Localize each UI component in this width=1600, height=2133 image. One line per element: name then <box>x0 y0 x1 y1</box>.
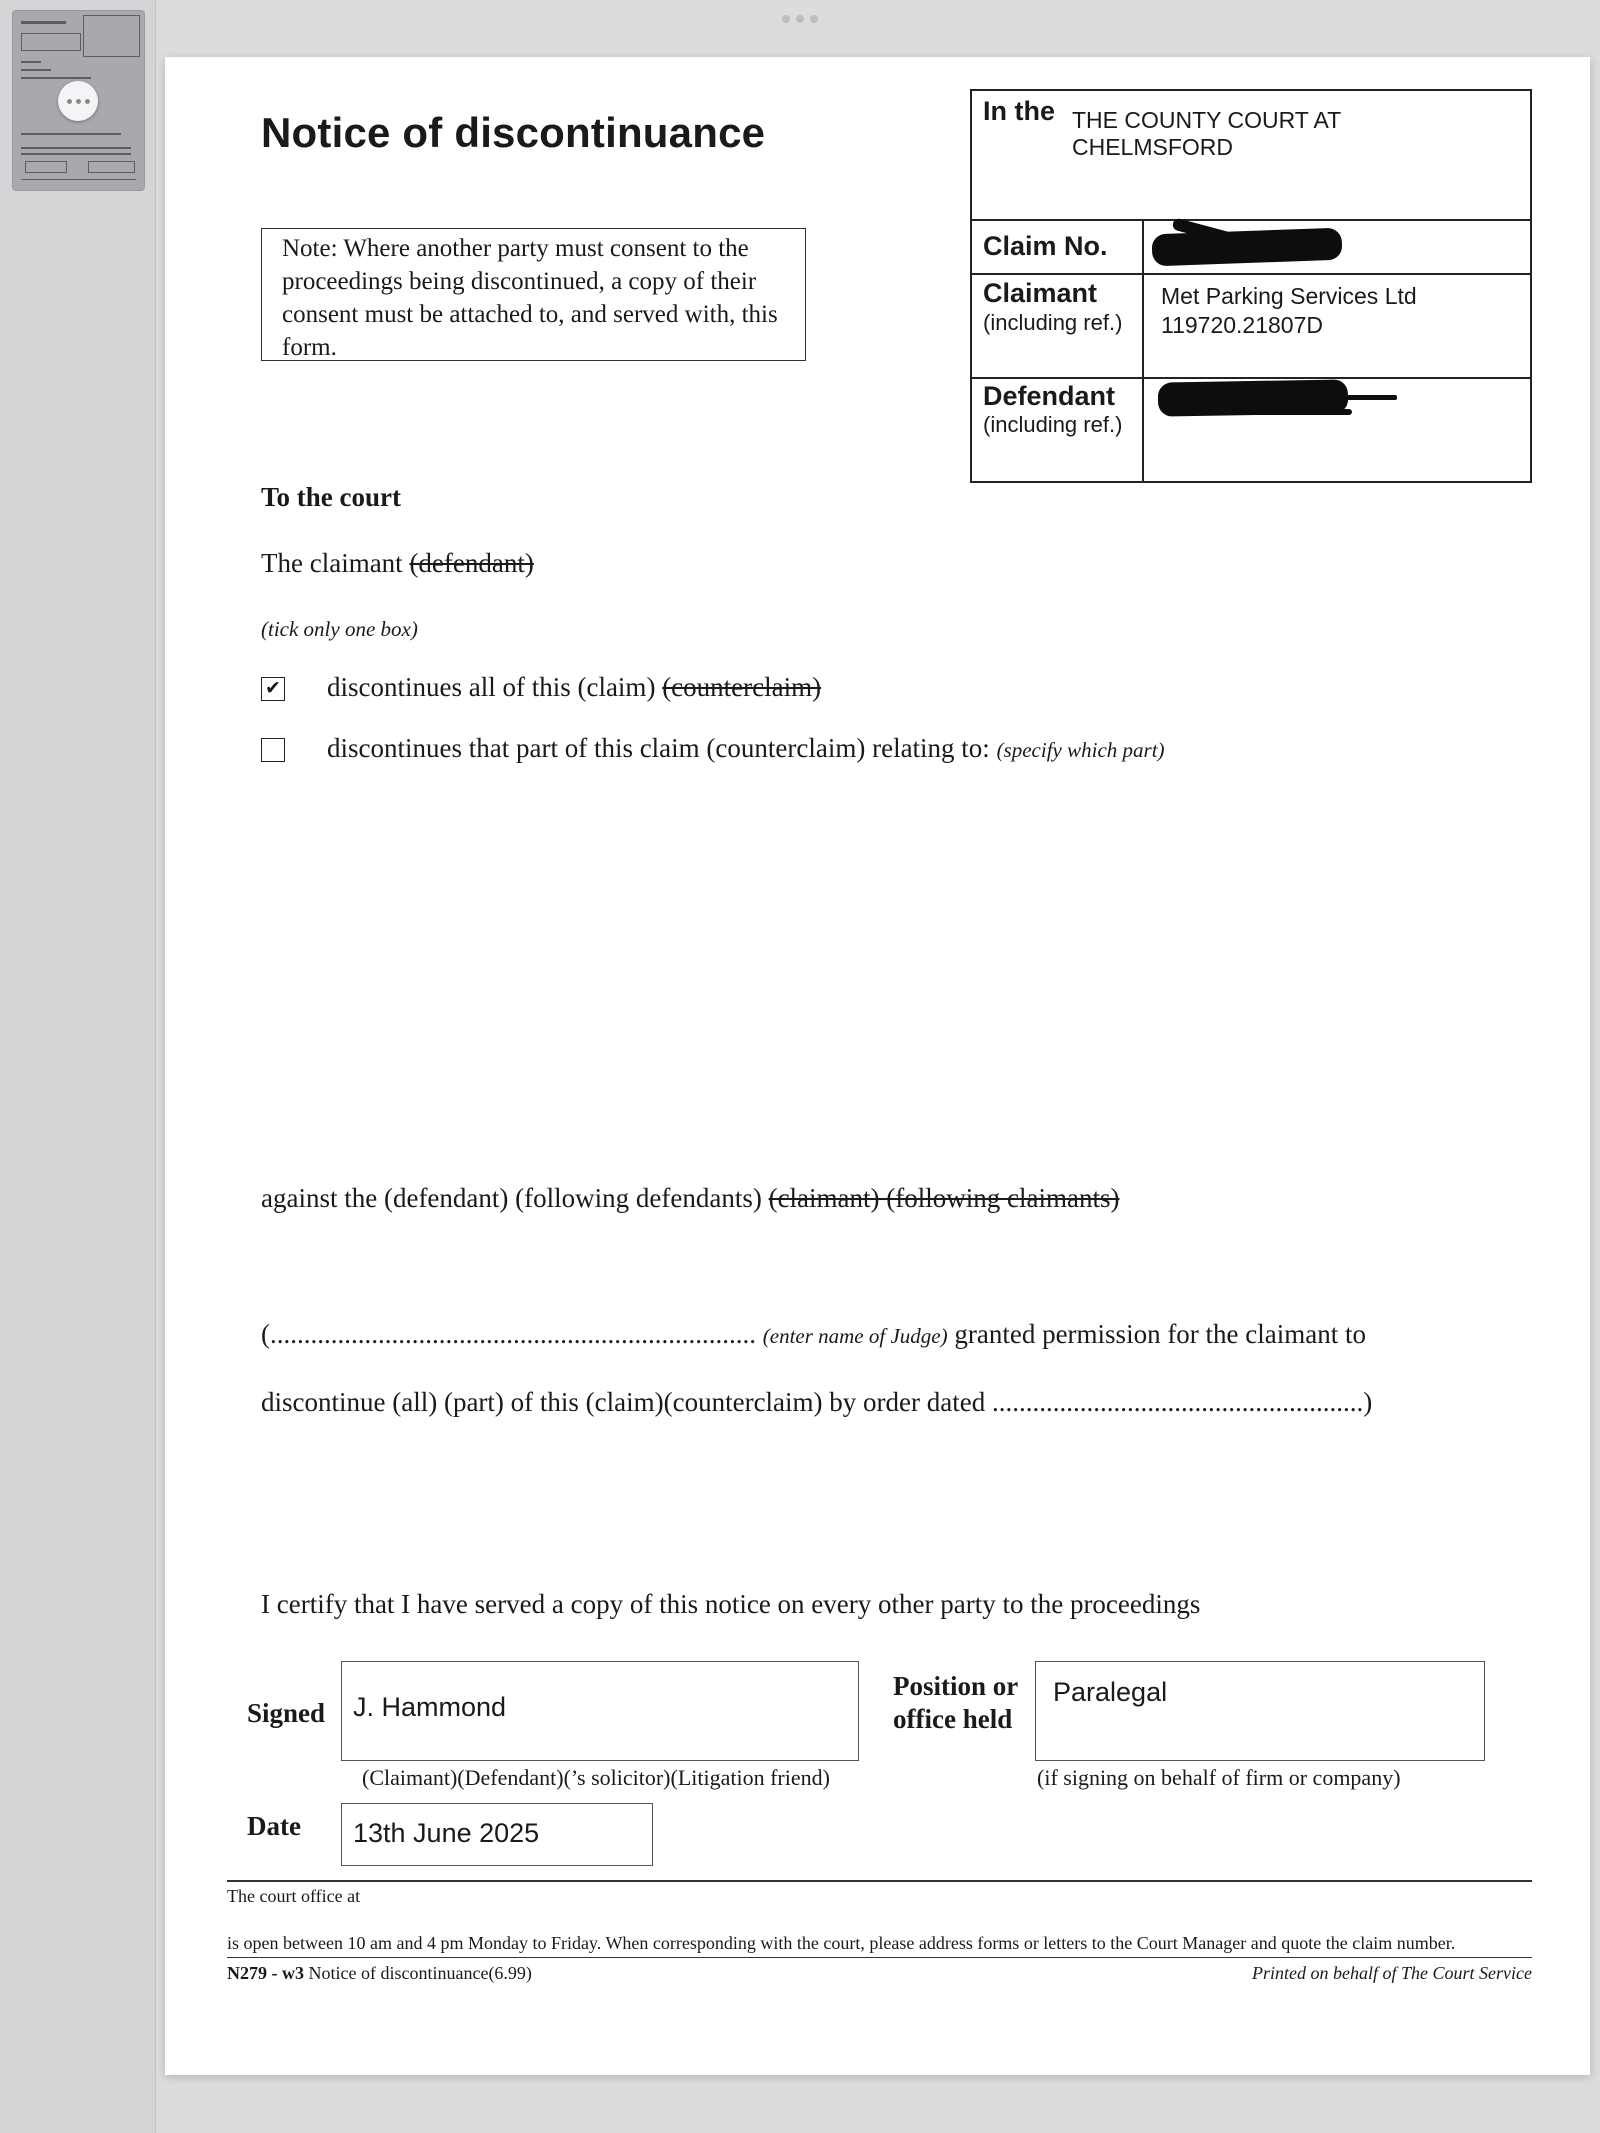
checkbox-discontinue-all[interactable]: ✔ <box>261 677 285 701</box>
printed-by: Printed on behalf of The Court Service <box>1252 1963 1532 1983</box>
in-the-label: In the <box>983 96 1055 126</box>
opening-hours-text: is open between 10 am and 4 pm Monday to Friday. When corresponding with the court, please address forms or letters to the Court Manager and quote the claim number. <box>227 1933 1456 1953</box>
option-discontinue-all: discontinues all of this (claim) (counterclaim) <box>327 672 822 702</box>
defendant-label: Defendant <box>983 381 1116 411</box>
more-options-icon[interactable] <box>58 81 98 121</box>
claimant-label: Claimant <box>983 278 1098 308</box>
position-label: Position or office held <box>893 1671 1019 1734</box>
struck-defendant: (defendant) <box>409 548 534 578</box>
signed-label: Signed <box>247 1698 326 1728</box>
party-statement: The claimant (defendant) <box>261 548 534 578</box>
document-page <box>165 57 1590 2075</box>
footer-divider-2 <box>227 1957 1532 1958</box>
certification-statement: I certify that I have served a copy of this notice on every other party to the proceedings <box>261 1589 1201 1619</box>
footer-divider <box>227 1880 1532 1882</box>
court-details-table <box>970 89 1532 483</box>
option-discontinue-part: discontinues that part of this claim (counterclaim) relating to: (specify which part) <box>327 733 1165 763</box>
position-caption: (if signing on behalf of firm or company) <box>1037 1765 1401 1790</box>
court-name: THE COUNTY COURT AT CHELMSFORD <box>1072 107 1341 160</box>
page-thumbnail[interactable] <box>12 10 145 191</box>
defendant-ref-label: (including ref.) <box>983 412 1123 437</box>
claimant-name: Met Parking Services Ltd <box>1161 283 1417 309</box>
drag-handle-icon[interactable] <box>776 12 824 26</box>
tick-instruction: (tick only one box) <box>261 617 418 641</box>
judge-permission-line: (........................................................................ (enter name of Judge) granted permission for the claimant to <box>261 1319 1366 1349</box>
position-field[interactable]: Paralegal <box>1035 1661 1485 1761</box>
date-field[interactable]: 13th June 2025 <box>341 1803 653 1866</box>
form-title: Notice of discontinuance <box>261 109 766 156</box>
checkbox-discontinue-part[interactable] <box>261 738 285 762</box>
signature-caption: (Claimant)(Defendant)(’s solicitor)(Litigation friend) <box>362 1765 830 1790</box>
date-label: Date <box>247 1811 301 1841</box>
judge-order-line: discontinue (all) (part) of this (claim)(counterclaim) by order dated .......................................................) <box>261 1387 1373 1417</box>
against-statement: against the (defendant) (following defendants) (claimant) (following claimants) <box>261 1183 1120 1213</box>
signature-field[interactable]: J. Hammond <box>341 1661 859 1761</box>
claim-no-label: Claim No. <box>983 231 1108 261</box>
thumbnail-sidebar <box>0 0 156 2133</box>
claimant-ref-label: (including ref.) <box>983 310 1123 335</box>
form-reference: N279 - w3 Notice of discontinuance(6.99) <box>227 1963 532 1983</box>
consent-note: Note: Where another party must consent to the proceedings being discontinued, a copy of their consent must be attached to, and served with, this form. <box>261 228 806 361</box>
court-office-text: The court office at <box>227 1886 361 1906</box>
claimant-reference: 119720.21807D <box>1161 312 1323 338</box>
to-court-heading: To the court <box>261 482 401 512</box>
